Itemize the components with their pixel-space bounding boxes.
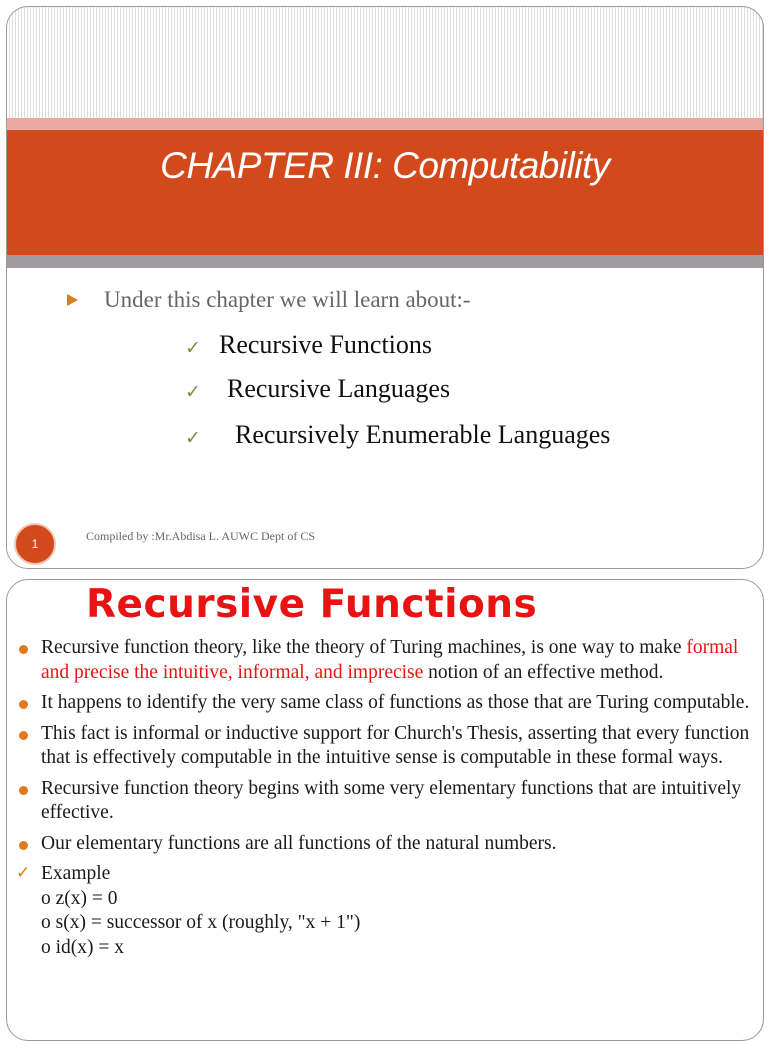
example-item	[16, 862, 751, 960]
highlight-text: formal and precise the intuitive, informal, and imprecise	[41, 637, 739, 683]
check-icon: ✓	[16, 863, 31, 883]
arrow-bullet-icon	[67, 294, 78, 306]
check-icon: ✓	[185, 337, 201, 359]
slide-1-body	[7, 268, 763, 568]
example-label: Example	[41, 863, 111, 884]
topic-item: Recursive Functions	[219, 330, 433, 359]
topic-item: Recursively Enumerable Languages	[235, 420, 611, 449]
bullet-dot-icon	[19, 731, 28, 740]
slide-2	[6, 579, 764, 1041]
list-item	[16, 722, 751, 771]
example-line: o z(x) = 0	[41, 887, 118, 909]
page-number-badge: 1	[14, 523, 56, 565]
bullet-text: This fact is informal or inductive support for Church's Thesis, asserting that every function that is effectively computable in the intuitive sense is computable in these formal ways.	[41, 722, 750, 768]
bullet-dot-icon	[19, 645, 28, 654]
check-icon: ✓	[185, 427, 201, 449]
list-item	[16, 691, 751, 716]
slide-1-title: CHAPTER III: Computability	[160, 145, 610, 186]
bullet-text: Recursive function theory, like the theory of Turing machines, is one way to make	[41, 637, 687, 658]
example-line: o s(x) = successor of x (roughly, "x + 1")	[41, 912, 361, 933]
list-item	[16, 636, 751, 685]
slide-footer: Compiled by :Mr.Abdisa L. AUWC Dept of CS	[86, 529, 315, 543]
check-icon: ✓	[185, 381, 201, 403]
example-line: o id(x) = x	[41, 936, 125, 958]
bullet-dot-icon	[19, 841, 28, 850]
slide-1-lead: Under this chapter we will learn about:-	[104, 287, 471, 312]
title-bottom-stripe	[7, 255, 763, 268]
bullet-text: It happens to identify the very same class of functions as those that are Turing computable.	[41, 692, 750, 713]
slide-2-title: Recursive Functions	[86, 582, 538, 627]
slide-1	[6, 6, 764, 569]
title-top-stripe	[7, 118, 763, 130]
bullet-list	[16, 636, 751, 966]
bullet-dot-icon	[19, 786, 28, 795]
bullet-text: Our elementary functions are all functions of the natural numbers.	[41, 832, 557, 854]
bullet-dot-icon	[19, 700, 28, 709]
list-item	[16, 777, 751, 826]
list-item	[16, 832, 751, 857]
topic-item: Recursive Languages	[227, 374, 451, 403]
bullet-text: Recursive function theory begins with some very elementary functions that are intuitively effective.	[41, 777, 742, 823]
bullet-text: notion of an effective method.	[423, 661, 664, 683]
